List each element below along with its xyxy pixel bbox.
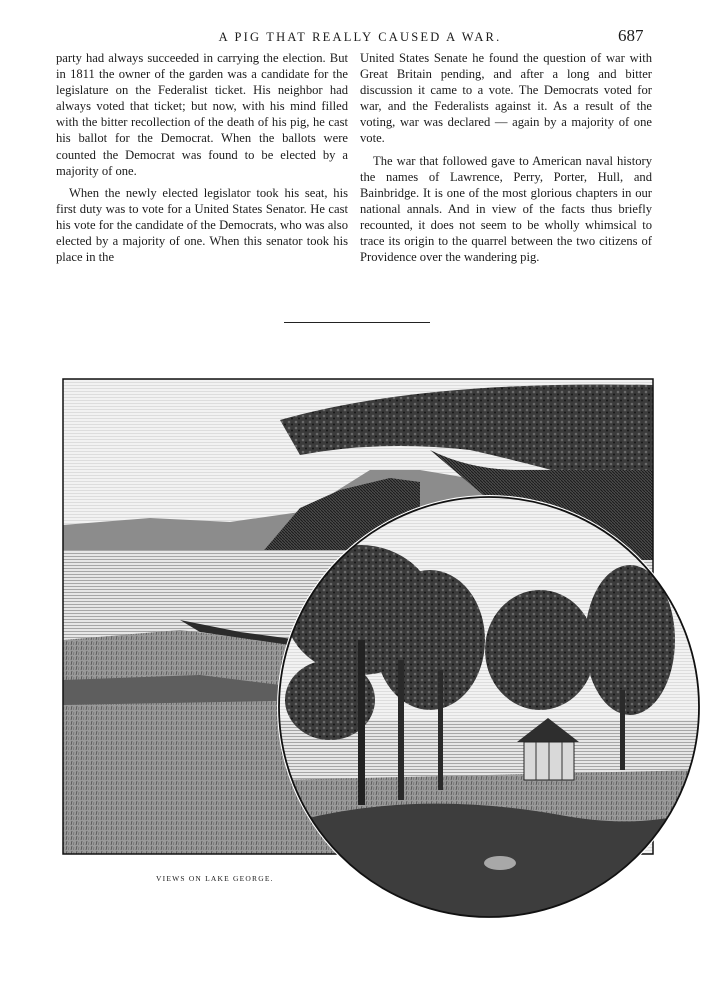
page-number: 687	[618, 26, 644, 45]
paragraph: United States Senate he found the question of war with Great Britain pending, and after a long and bitter discussion it came to a vote. The Democrats voted for war, and the Federalists against it. As a result of the voting, war was declared — again by a majority of one vote.	[360, 51, 652, 146]
figure-caption: VIEWS ON LAKE GEORGE.	[156, 874, 274, 883]
running-title: A PIG THAT REALLY CAUSED A WAR.	[218, 30, 502, 44]
paragraph: When the newly elected legislator took his seat, his first duty was to vote for a United States Senator. He cast his vote for the candidate of the Democrats, who was also elected by a majority of one. When this senator took his place in the	[56, 185, 348, 265]
paragraph: The war that followed gave to American naval history the names of Lawrence, Perry, Porter, Hull, and Bainbridge. It is one of the most glorious chapters in our national annals. And in view of the facts thus briefly recounted, it does not seem to be wholly whimsical to trace its origin to the quarrel between the two citizens of Providence over the wandering pig.	[360, 153, 652, 265]
paragraph: party had always succeeded in carrying the election. But in 1811 the owner of the garden was a candidate for the legislature on the Federalist ticket. His neighbor had always voted that ticket; but now, with his mind filled with the bitter recollection of the death of his pig, he cast his ballot for the Democrat. When the ballots were counted the Democrat was found to be elected by a majority of one.	[56, 51, 348, 178]
